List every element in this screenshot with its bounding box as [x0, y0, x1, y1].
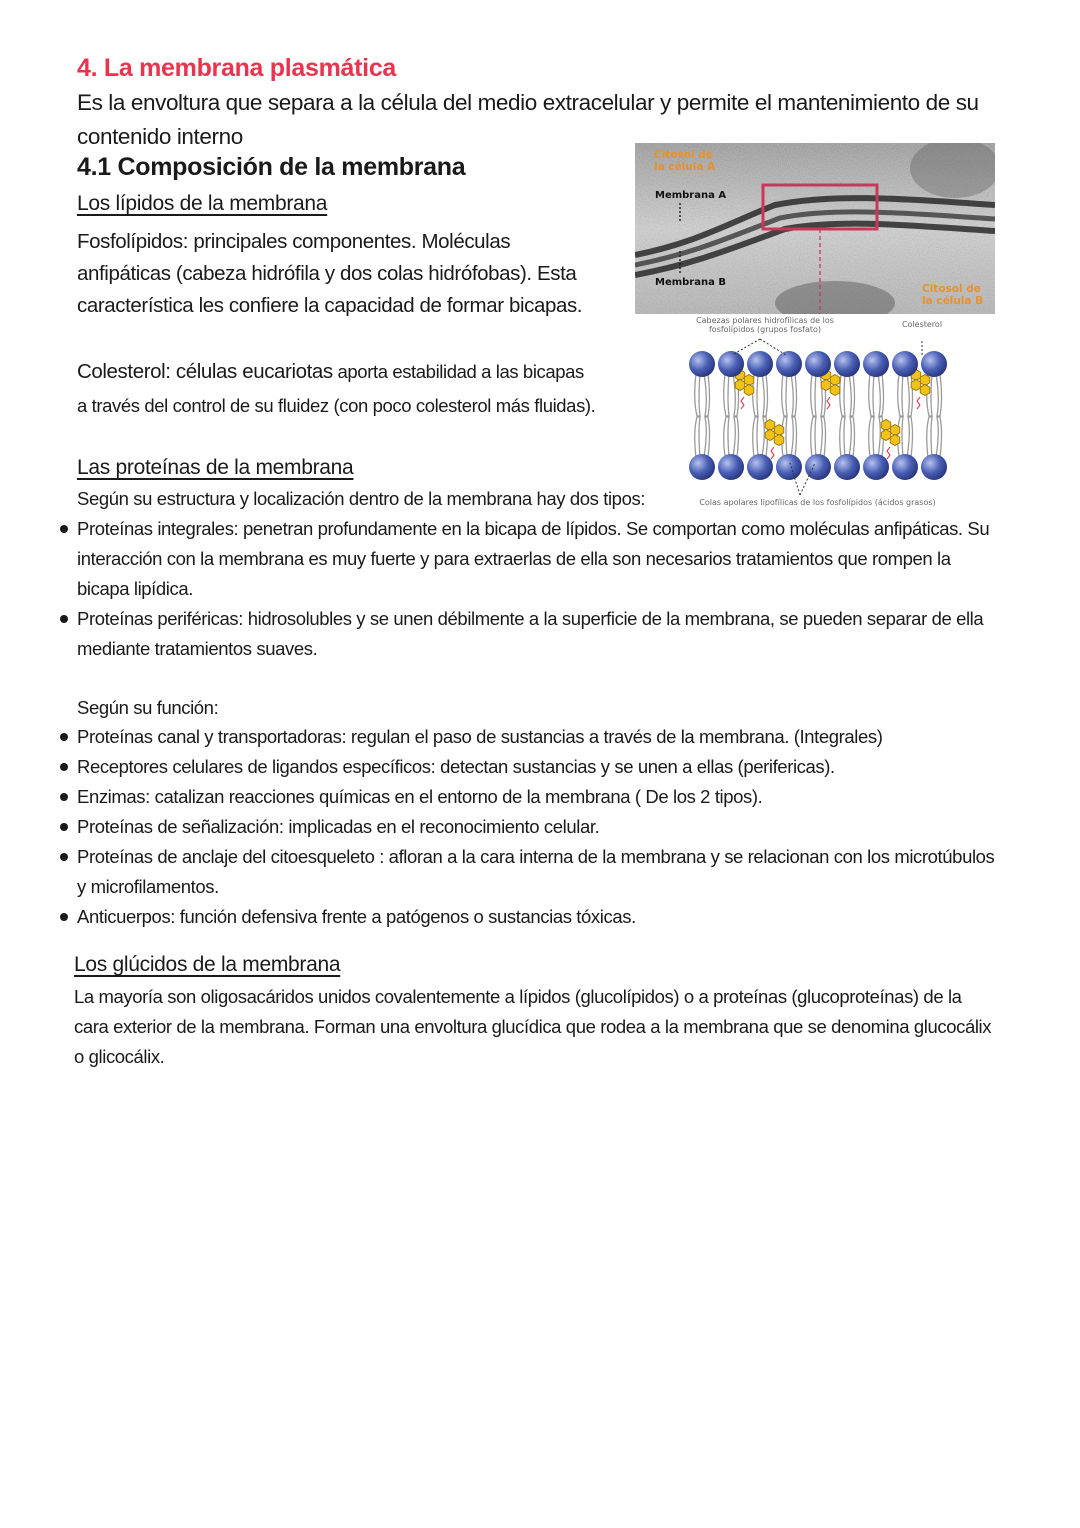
cholesterol-ring [774, 425, 784, 436]
fatty-acid-tail [724, 417, 729, 457]
fatty-acid-tail [907, 374, 913, 416]
fatty-acid-tail [936, 417, 942, 457]
cholesterol-ring [744, 375, 754, 386]
cholesterol-ring [911, 380, 921, 391]
fatty-acid-tail [840, 417, 845, 457]
list-item [77, 842, 1007, 902]
bullet-dot [60, 913, 68, 921]
bullet-dot [60, 853, 68, 861]
list-item [77, 514, 1007, 604]
cholesterol-paragraph [77, 356, 597, 424]
cholesterol-ring [744, 385, 754, 396]
list-item-text: Proteínas de señalización: implicadas en el reconocimiento celular. [77, 816, 600, 837]
fatty-acid-tail [898, 374, 903, 416]
bullet-dot [60, 733, 68, 741]
polar-head [863, 454, 889, 480]
list-item [77, 604, 1007, 664]
caption-polar-heads-line2: fosfolípidos (grupos fosfato) [708, 325, 821, 334]
bullet-dot [60, 615, 68, 623]
label-membrane-b: Membrana B [655, 277, 726, 288]
cholesterol-ring [830, 385, 840, 396]
polar-head [921, 351, 947, 377]
list-item [77, 782, 1007, 812]
cholesterol-tail [771, 447, 774, 459]
glucids-paragraph: La mayoría son oligosacáridos unidos covalentemente a lípidos (glucolípidos) o a proteínas (glucoproteínas) de la cara exterior de la membrana. Forman una envoltura glucídica que rodea a la membrana que se denomina glucocálix o glicocálix. [74, 986, 992, 1067]
cholesterol-ring [830, 375, 840, 386]
list-item-text: Enzimas: catalizan reacciones químicas en el entorno de la membrana ( De los 2 tipos). [77, 786, 763, 807]
polar-head [892, 454, 918, 480]
label-cytosol-a-line1: Citosol de [654, 149, 713, 161]
caption-polar-heads-line1: Cabezas polares hidrofílicas de los [696, 316, 834, 325]
cholesterol-ring [821, 380, 831, 391]
label-cytosol-a [654, 149, 715, 173]
list-item-text: Receptores celulares de ligandos específicos: detectan sustancias y se unen a ellas (perifericas). [77, 756, 835, 777]
fatty-acid-tail [695, 417, 700, 457]
fatty-acid-tail [791, 374, 797, 416]
fatty-acid-tail [840, 374, 845, 416]
fatty-acid-tail [849, 417, 855, 457]
polar-head [805, 351, 831, 377]
function-list [77, 722, 1007, 932]
cholesterol-tail [917, 397, 920, 409]
lipids-heading: Los lípidos de la membrana [77, 192, 328, 215]
polar-head [718, 351, 744, 377]
fatty-acid-tail [791, 417, 797, 457]
fatty-acid-tail [724, 374, 729, 416]
fatty-acid-tail [733, 417, 739, 457]
polar-head [892, 351, 918, 377]
polar-head [921, 454, 947, 480]
function-intro: Según su función: [77, 697, 219, 718]
polar-head [834, 351, 860, 377]
fatty-acid-tail [820, 417, 826, 457]
bullet-dot [60, 525, 68, 533]
list-item [77, 812, 1007, 842]
cholesterol-ring [735, 380, 745, 391]
phospholipids-paragraph: Fosfolípidos: principales componentes. Moléculas anfipáticas (cabeza hidrófila y dos colas hidrófobas). Esta característica les confiere la capacidad de formar bicapas. [77, 230, 583, 317]
fatty-acid-tail [811, 374, 816, 416]
fatty-acid-tail [849, 374, 855, 416]
polar-head [776, 454, 802, 480]
cholesterol-ring [774, 435, 784, 446]
cholesterol-tail [887, 447, 890, 459]
fatty-acid-tail [811, 417, 816, 457]
cholesterol-ring [890, 435, 900, 446]
caption-nonpolar-tails: Colas apolares lipofílicas de los fosfolípidos (ácidos grasos) [699, 498, 936, 507]
caption-polar-heads [680, 316, 850, 334]
structure-intro: Según su estructura y localización dentro de la membrana hay dos tipos: [77, 488, 646, 509]
page-title: 4. La membrana plasmática [77, 54, 397, 82]
polar-head [863, 351, 889, 377]
cholesterol-tail [741, 397, 744, 409]
fatty-acid-tail [782, 374, 787, 416]
list-item [77, 902, 1007, 932]
polar-head [689, 351, 715, 377]
cholesterol-lead: Colesterol: células eucariotas [77, 360, 333, 383]
glucids-heading: Los glúcidos de la membrana [74, 953, 341, 976]
polar-head [747, 454, 773, 480]
list-item [77, 752, 1007, 782]
cholesterol-ring [765, 420, 775, 431]
structure-list [77, 514, 1007, 664]
fatty-acid-tail [869, 417, 874, 457]
list-item-text: Anticuerpos: función defensiva frente a patógenos o sustancias tóxicas. [77, 906, 636, 927]
bilayer-svg [640, 337, 995, 497]
label-cytosol-b [922, 283, 983, 307]
fatty-acid-tail [869, 374, 874, 416]
bullet-dot [60, 793, 68, 801]
list-item-text: Proteínas de anclaje del citoesqueleto : afloran a la cara interna de la membrana y se relacionan con los microtúbulos y microfilamentos. [77, 846, 995, 897]
fatty-acid-tail [695, 374, 700, 416]
section-title: 4.1 Composición de la membrana [77, 153, 466, 181]
list-item-text: Proteínas integrales: penetran profundamente en la bicapa de lípidos. Se comportan como moléculas anfipáticas. Su interacción con la membrana es muy fuerte y para extraerlas de ella son necesarios tratamientos que rompen la bicapa lipídica. [77, 518, 990, 599]
fatty-acid-tail [907, 417, 913, 457]
cholesterol-ring [765, 430, 775, 441]
label-cytosol-b-line1: Citosol de [922, 283, 981, 295]
fatty-acid-tail [704, 417, 710, 457]
cholesterol-ring [920, 375, 930, 386]
label-membrane-a: Membrana A [655, 190, 727, 201]
list-item-text: Proteínas canal y transportadoras: regulan el paso de sustancias a través de la membrana. (Integrales) [77, 726, 883, 747]
cholesterol-ring [881, 430, 891, 441]
fatty-acid-tail [878, 374, 884, 416]
list-item-text: Proteínas periféricas: hidrosolubles y se unen débilmente a la superficie de la membrana, se pueden separar de ella mediante tratamientos suaves. [77, 608, 984, 659]
fatty-acid-tail [753, 417, 758, 457]
polar-head [718, 454, 744, 480]
cholesterol-ring [881, 420, 891, 431]
polar-head [776, 351, 802, 377]
cholesterol-tail [827, 397, 830, 409]
bullet-dot [60, 763, 68, 771]
label-cytosol-a-line2: la célula A [654, 161, 716, 173]
fatty-acid-tail [733, 374, 739, 416]
cholesterol-ring [890, 425, 900, 436]
cholesterol-ring [920, 385, 930, 396]
polar-head [689, 454, 715, 480]
cholesterol-rest: aporta estabilidad a las bicapas a través del control de su fluidez (con poco colesterol más fluidas). [77, 361, 596, 416]
fatty-acid-tail [762, 374, 768, 416]
fatty-acid-tail [927, 417, 932, 457]
proteins-heading: Las proteínas de la membrana [77, 456, 354, 479]
intro-paragraph: Es la envoltura que separa a la célula del medio extracelular y permite el mantenimiento de su contenido interno [77, 90, 979, 149]
polar-head [747, 351, 773, 377]
polar-head [834, 454, 860, 480]
list-item [77, 722, 1007, 752]
fatty-acid-tail [704, 374, 710, 416]
label-cytosol-b-line2: la célula B [922, 295, 984, 307]
electron-micrograph [635, 143, 995, 314]
bilayer-diagram [640, 315, 995, 510]
bullet-dot [60, 823, 68, 831]
fatty-acid-tail [936, 374, 942, 416]
caption-cholesterol: Colesterol [901, 320, 943, 329]
